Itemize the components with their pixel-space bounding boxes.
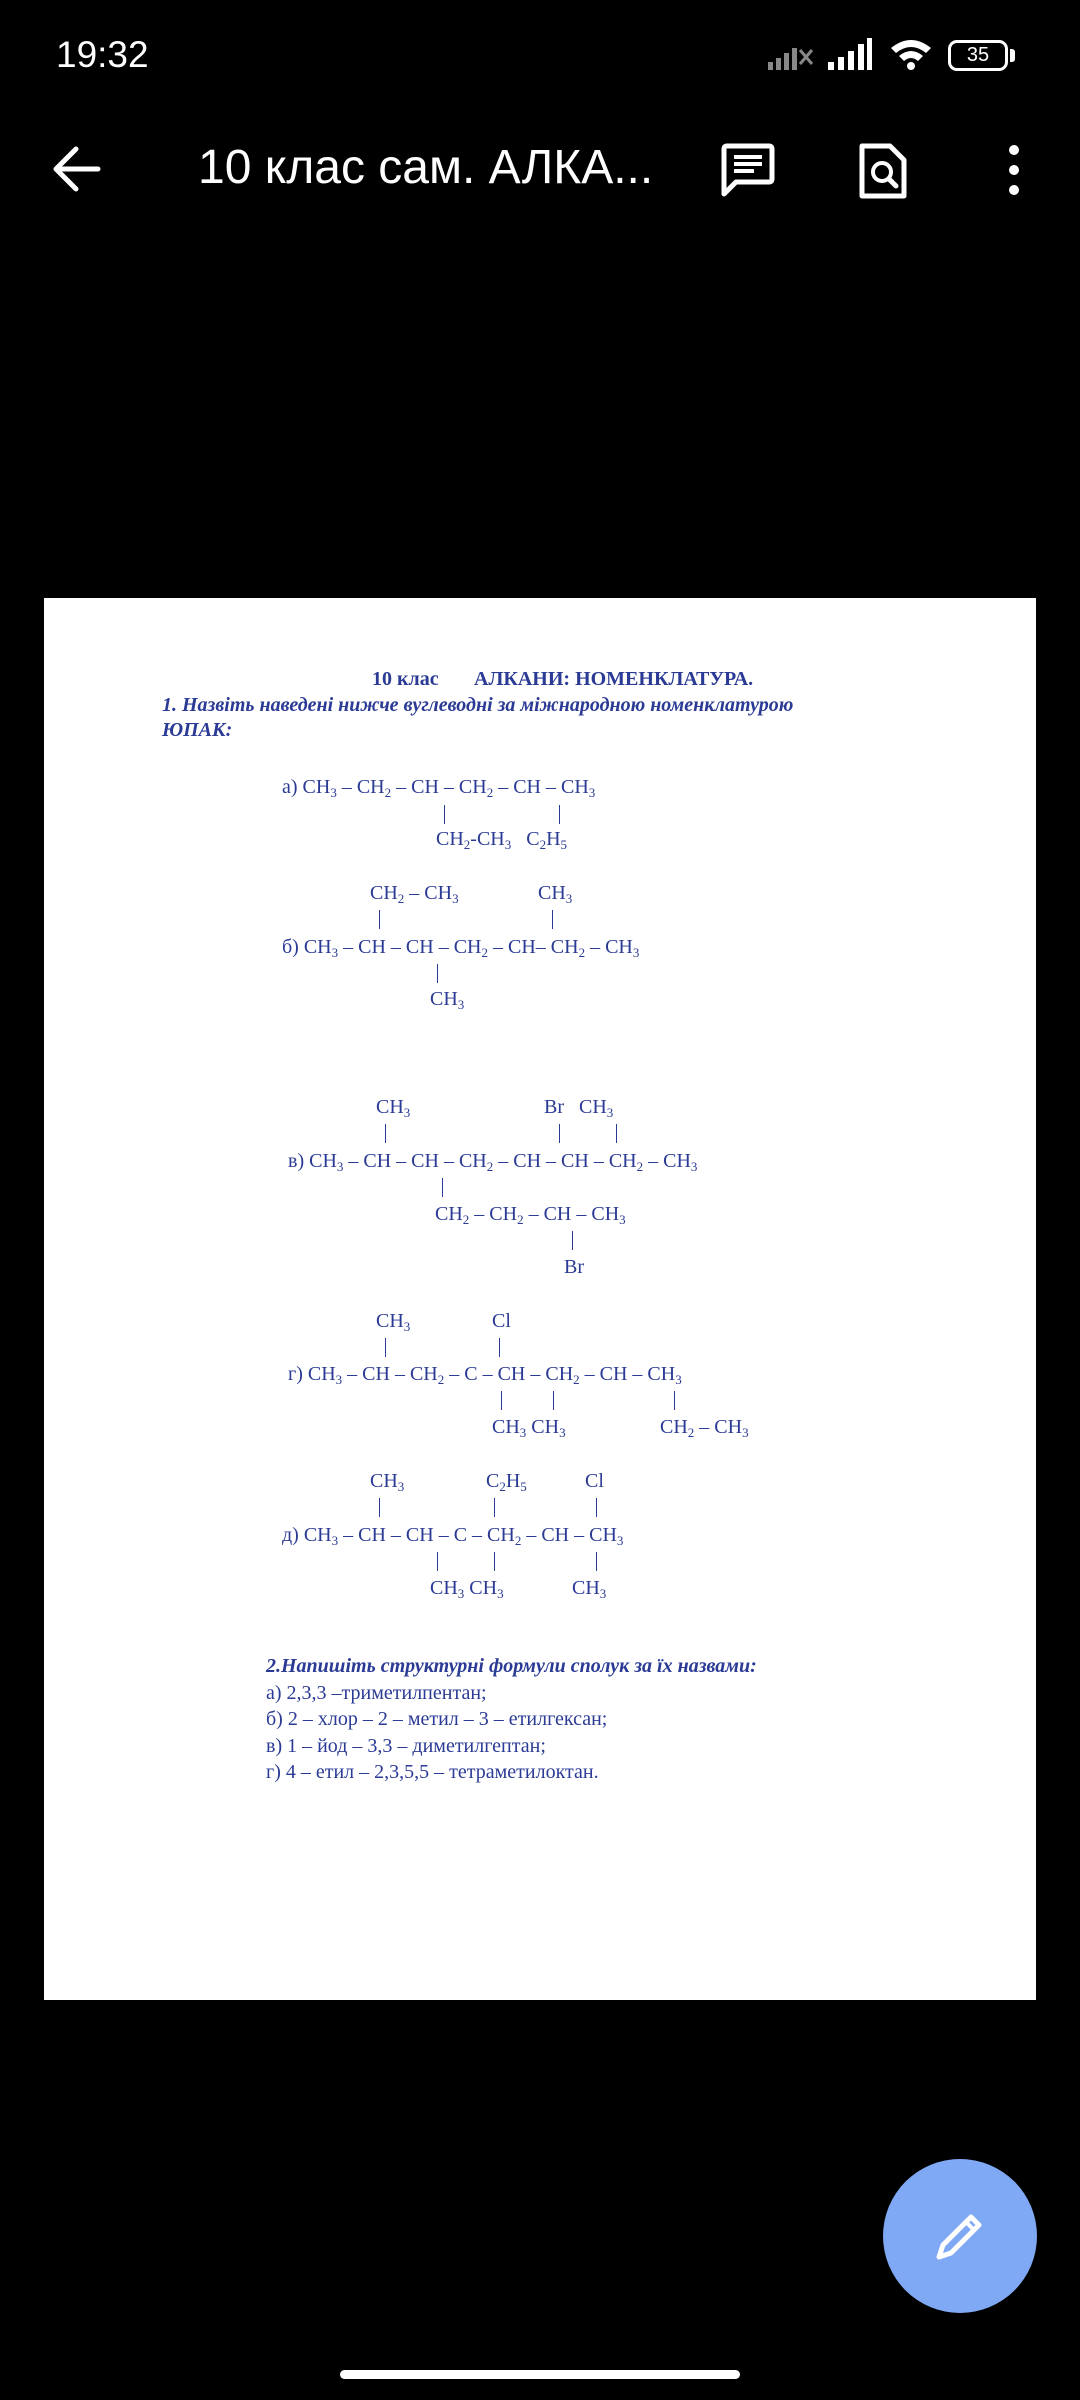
- task2-item: в) 1 – йод – 3,3 – диметилгептан;: [266, 1735, 546, 1757]
- comments-icon[interactable]: [720, 143, 776, 197]
- worksheet-title: АЛКАНИ: НОМЕНКЛАТУРА.: [474, 668, 754, 690]
- mobile-signal-icon-sim2: [826, 36, 874, 76]
- edit-fab-button[interactable]: [883, 2159, 1037, 2313]
- document-page[interactable]: 10 клас АЛКАНИ: НОМЕНКЛАТУРА. 1. Назвіть наведені нижче вуглеводні за міжнародною номенклатурою ЮПАК: а) $CH_3 - CH_2$ – CH – $CH_2$ – CH – $CH_3$ $CH_2-CH_3$ $C_2H_5$ $CH_2 - CH_3$ $CH_3$ б) $CH_3$ – CH – CH – $CH_2 - CH-$ $CH_2 - CH_3$ $CH_3$ $CH_3$ Br $CH_3$ в) $CH_3$ – CH – CH – $CH_2$ – CH – CH – $CH_2 - CH_3$ $CH_2 - CH_2$ – CH – $CH_3$ Br $CH_3$ Cl г) $CH_3$ – CH – $CH_2$ – C – CH – $CH_2$ – CH – $CH_3$ $CH_3$ $CH_3$ $CH_2 - CH_3$ $CH_3$ $C_2H_5$ Cl д) $CH_3$ – CH – CH – C – $CH_2$ – CH – $CH_3$ $CH_3$ $CH_3$ $CH_3$ 2.Напишіть структурні формули сполук за їх назвами: а) 2,3,3 –триметилпентан; б) 2 – хлор – 2 – метил – 3 – етилгексан; в) 1 – йод – 3,3 – диметилгептан; г) 4 – етил – 2,3,5,5 – тетраметилоктан.: [44, 598, 1036, 2000]
- task1-instruction-line1: 1. Назвіть наведені нижче вуглеводні за міжнародною номенклатурою: [162, 694, 794, 716]
- battery-icon: 35: [948, 40, 1008, 71]
- wifi-icon: [888, 36, 934, 76]
- task1-instruction-line2: ЮПАК:: [162, 719, 233, 741]
- find-in-page-icon[interactable]: [858, 142, 908, 200]
- task2-instruction: 2.Напишіть структурні формули сполук за їх назвами:: [266, 1655, 757, 1677]
- battery-tip: [1010, 49, 1015, 62]
- class-label: 10 клас: [372, 668, 439, 690]
- more-vert-icon[interactable]: [1004, 144, 1024, 196]
- back-arrow-icon[interactable]: [50, 144, 104, 194]
- gesture-nav-handle[interactable]: [340, 2370, 740, 2379]
- task2-item: б) 2 – хлор – 2 – метил – 3 – етилгексан;: [266, 1708, 608, 1730]
- task2-item: г) 4 – етил – 2,3,5,5 – тетраметилоктан.: [266, 1761, 599, 1783]
- clock: 19:32: [56, 34, 149, 75]
- task2-item: а) 2,3,3 –триметилпентан;: [266, 1682, 487, 1704]
- status-bar: [0, 0, 1080, 120]
- document-title: 10 клас сам. АЛКА...: [198, 141, 654, 194]
- edit-pencil-icon: [933, 2209, 987, 2263]
- mobile-signal-icon-sim1: [766, 36, 814, 76]
